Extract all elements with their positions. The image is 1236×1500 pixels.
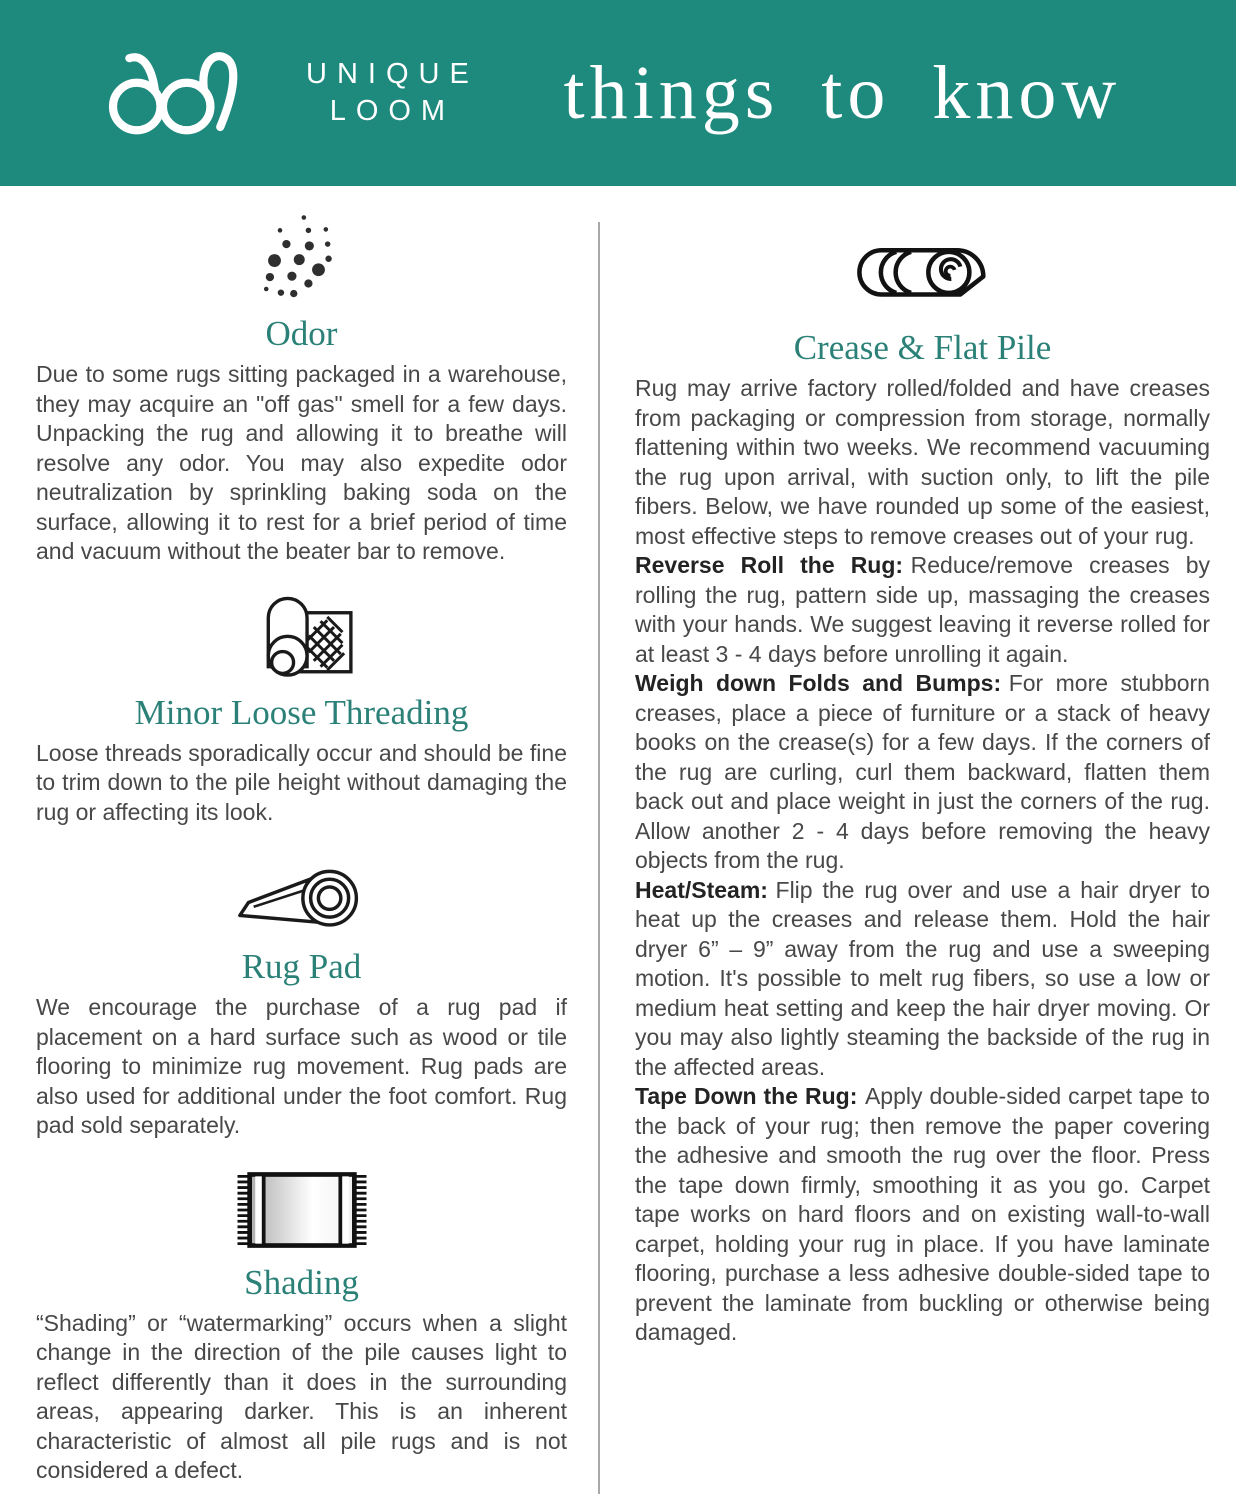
section-title-odor: Odor (265, 314, 338, 353)
section-minor-loose-threading (36, 581, 567, 828)
content-area (0, 186, 1236, 1500)
tip-tape-down (635, 1082, 1210, 1348)
header-band (0, 0, 1236, 186)
rug-pad-roll-icon (36, 853, 567, 937)
column-divider (598, 222, 600, 1494)
tip-reverse-roll-text: Reduce/remove creases by rolling the rug, pattern side up, massaging the creases with your hands. We suggest leaving it reverse rolled for at least 3 - 4 days before unrolling it again. (635, 552, 1211, 667)
brand-name-line2: LOOM (329, 95, 456, 127)
tip-heat-steam-text: Flip the rug over and use a hair dryer to heat up the creases and release them. Hold the hair dryer 6” – 9” away from the rug and use a sweeping motion. It's possible to melt rug fibers, so use a low or medium heat setting and keep the hair dryer moving. Or you may also lightly steaming the backside of the rug in the affected areas. (635, 876, 1210, 1080)
brand-name-line1: UNIQUE (306, 58, 479, 90)
section-shading (36, 1165, 567, 1486)
unique-loom-logo-icon (104, 41, 280, 145)
section-body-minor-loose-threading: Loose threads sporadically occur and should be fine to trim down to the pile height without damaging the rug or affecting its look. (36, 739, 567, 825)
section-body-rug-pad: We encourage the purchase of a rug pad if placement on a hard surface such as wood or tile flooring to minimize rug movement. Rug pads are also used for additional under the foot comfort. Rug pad sold separately. (36, 994, 567, 1138)
section-title-crease-flat-pile: Crease & Flat Pile (793, 328, 1052, 367)
brand-logo (104, 41, 479, 145)
right-column (598, 186, 1236, 1500)
brand-name (306, 56, 479, 130)
page-title: things to know (563, 50, 1122, 135)
tip-tape-down-label: Tape Down the Rug: (635, 1083, 858, 1109)
section-odor (36, 206, 567, 567)
rolled-rug-side-icon (635, 242, 1210, 306)
tip-reverse-roll-label: Reverse Roll the Rug: (635, 552, 904, 578)
section-rug-pad (36, 853, 567, 1141)
section-crease-flat-pile (635, 242, 1210, 1348)
tip-heat-steam-label: Heat/Steam: (635, 876, 768, 903)
tip-reverse-roll (635, 551, 1210, 669)
odor-dots-icon (36, 206, 567, 304)
tip-weigh-down-text: For more stubborn creases, place a piece of furniture or a stack of heavy books on the crease(s) for a few days. If the corners of the rug are curling, curl them backward, flatten them back out and place weight in just the corners of the rug. Allow another 2 - 4 days before removing the heavy objects from the rug. (635, 670, 1210, 873)
tip-weigh-down (635, 669, 1210, 876)
shaded-rug-icon (36, 1165, 567, 1253)
section-title-rug-pad: Rug Pad (241, 947, 362, 986)
section-body-shading: “Shading” or “watermarking” occurs when a slight change in the direction of the pile causes light to reflect differently than it does in the surrounding areas, appearing darker. This is an inherent characteristic of almost all pile rugs and is not considered a defect. (36, 1309, 567, 1483)
section-body-odor: Due to some rugs sitting packaged in a warehouse, they may acquire an "off gas" smell for a few days. Unpacking the rug and allowing it to breathe will resolve any odor. You may also expedite odor neutralization by sprinkling baking soda on the surface, allowing it to rest for a brief period of time and vacuum without the beater bar to remove. (36, 361, 567, 564)
tip-tape-down-text: Apply double-sided carpet tape to the back of your rug; then remove the paper covering the adhesive and smooth the rug over the floor. Press the tape down firmly, smoothing it as you go. Carpet tape works on hard floors and on existing wall-to-wall carpet, holding your rug in place. If you have laminate flooring, purchase a less adhesive double-sided tape to prevent the laminate from buckling or otherwise being damaged. (635, 1083, 1210, 1345)
section-intro-crease-flat-pile: Rug may arrive factory rolled/folded and have creases from packaging or compression from storage, normally flattening within two weeks. We recommend vacuuming the rug upon arrival, with suction only, to lift the pile fibers. Below, we have rounded up some of the easiest, most effective steps to remove creases out of your rug. (635, 375, 1210, 549)
section-title-minor-loose-threading: Minor Loose Threading (134, 692, 469, 732)
section-title-shading: Shading (244, 1262, 359, 1302)
tip-heat-steam (635, 876, 1210, 1083)
rolled-rug-icon (36, 581, 567, 683)
left-column (0, 186, 598, 1500)
tip-weigh-down-label: Weigh down Folds and Bumps: (635, 670, 1002, 696)
